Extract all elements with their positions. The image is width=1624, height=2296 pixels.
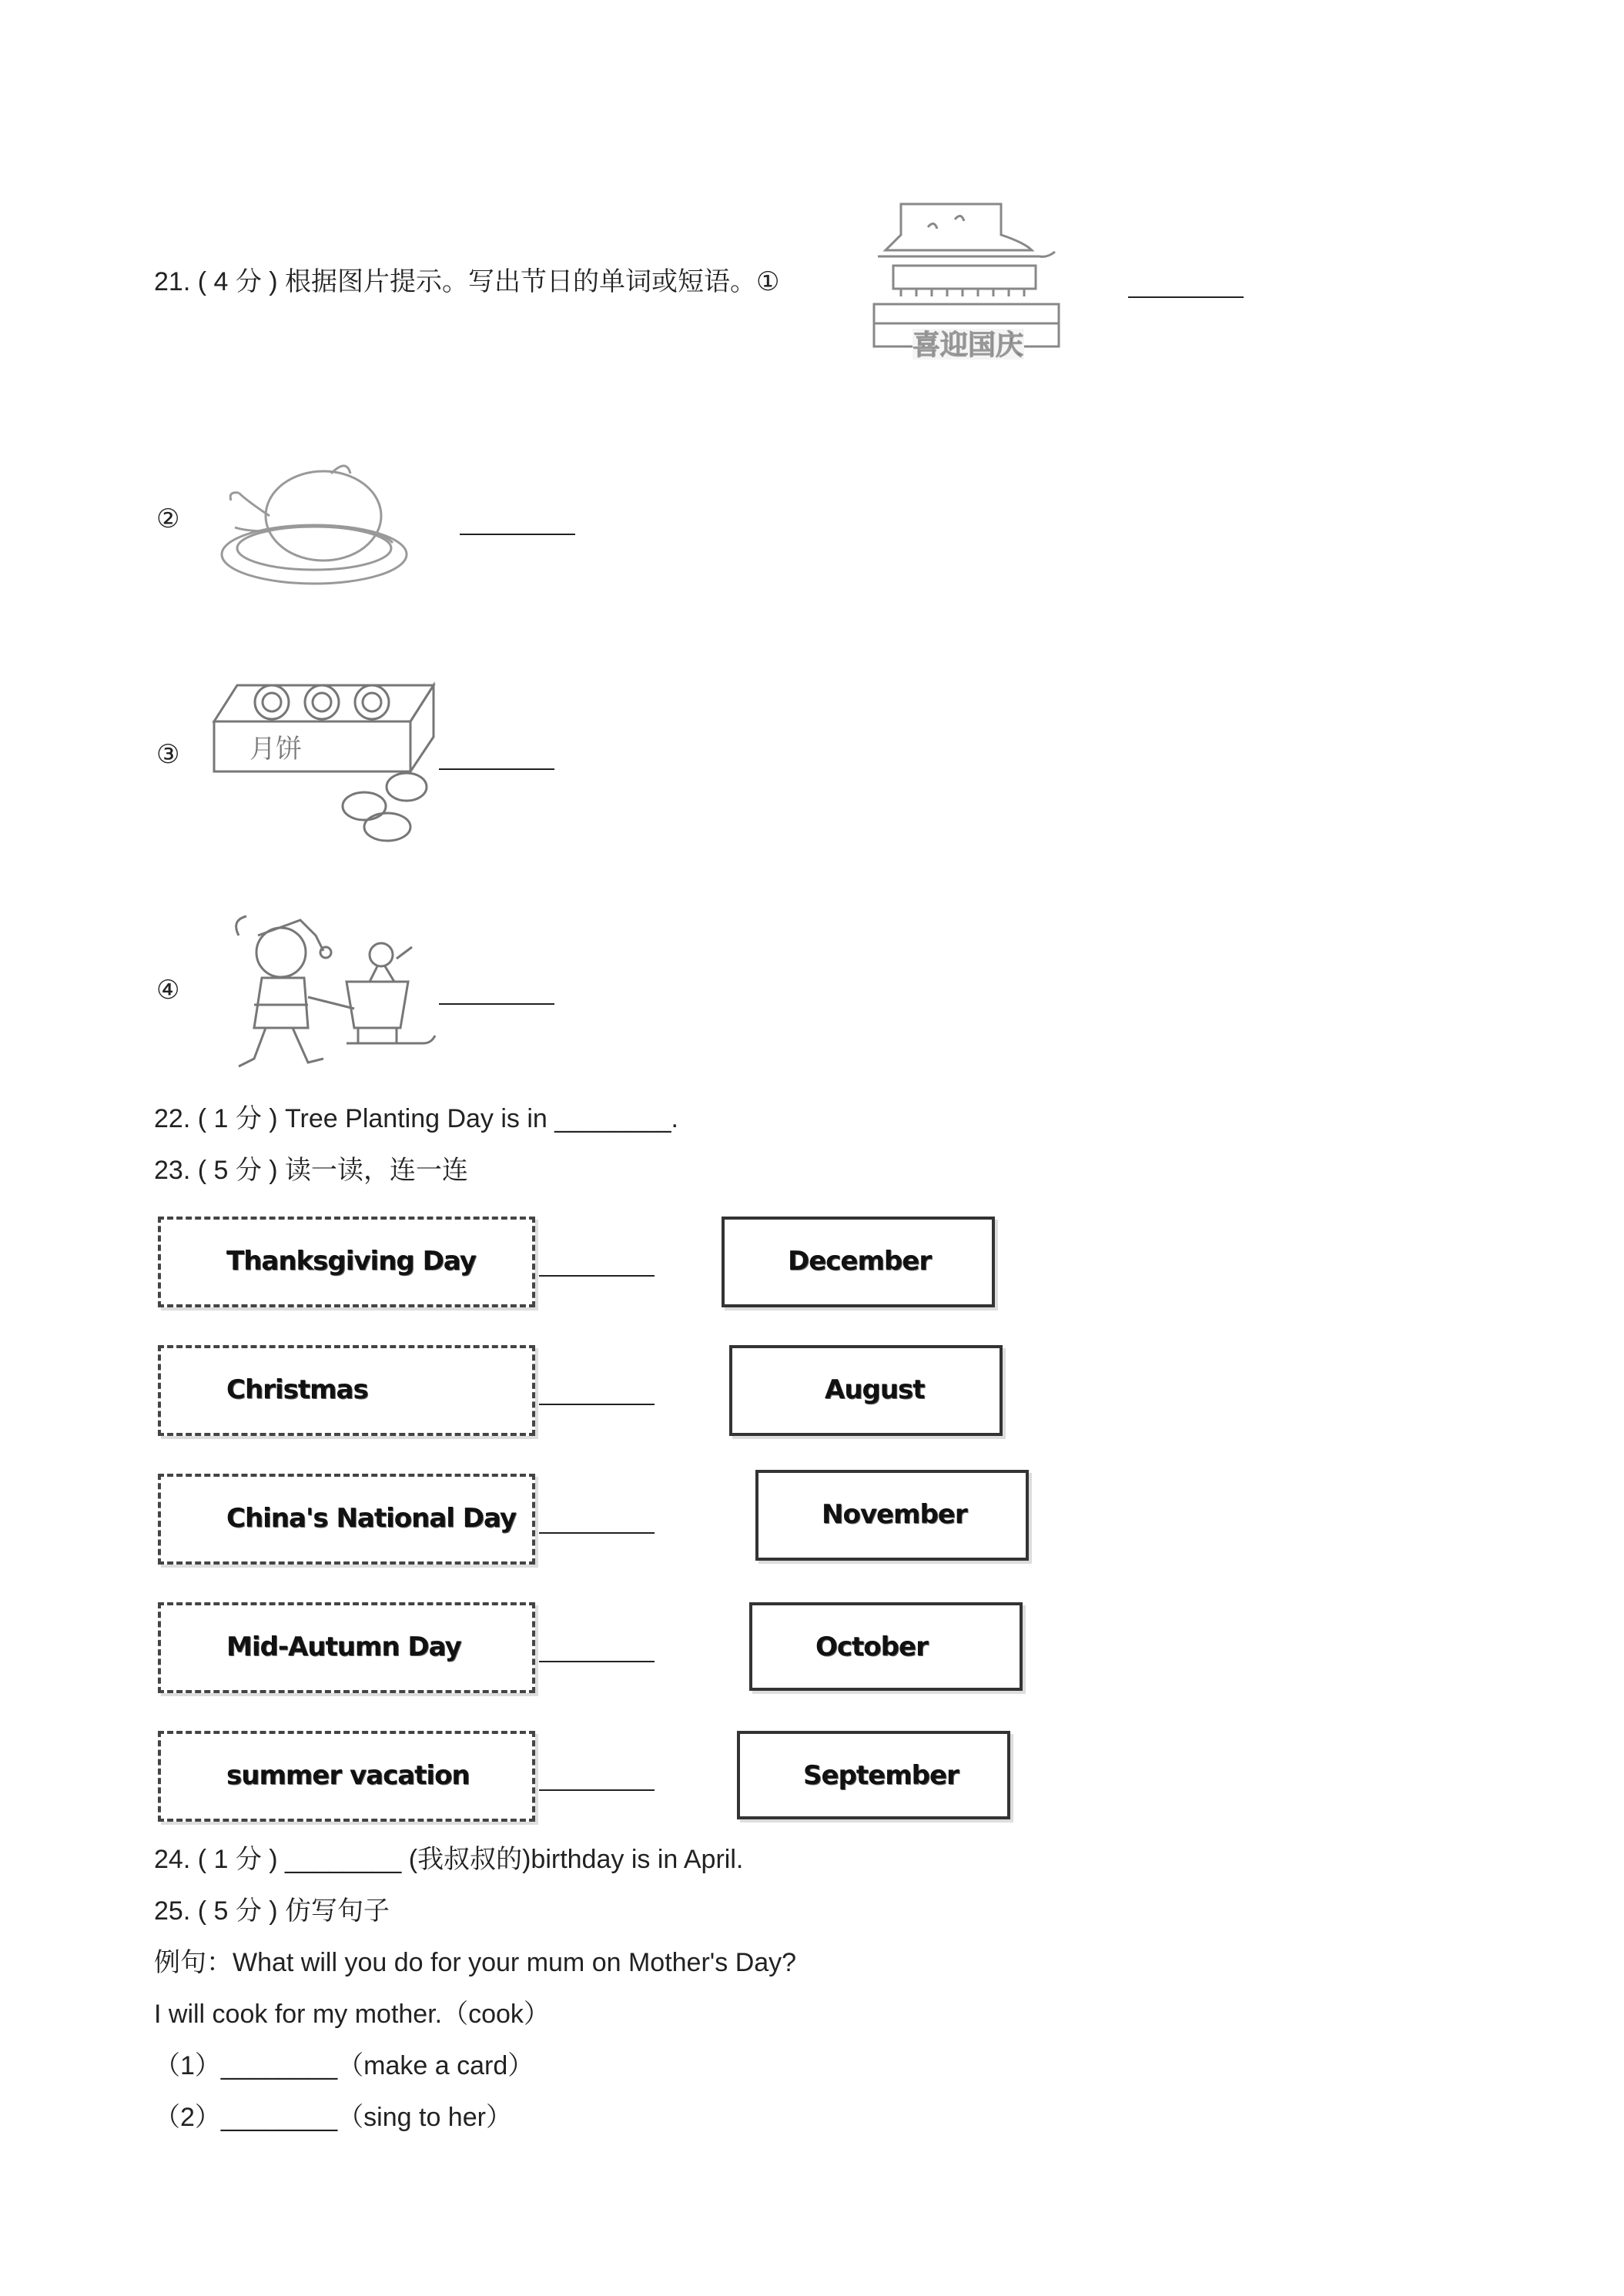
holiday-box[interactable] [158, 1345, 535, 1436]
q23-prompt: 23. ( 5 分 ) 读一读，连一连 [154, 1156, 469, 1185]
month-label: December [788, 1246, 932, 1277]
month-label: August [825, 1374, 925, 1405]
holiday-label: China's National Day [226, 1503, 517, 1534]
marker-2: ② [156, 504, 180, 534]
holiday-box[interactable] [158, 1217, 535, 1307]
month-box[interactable] [755, 1470, 1029, 1561]
month-box[interactable] [749, 1602, 1023, 1691]
q25-example: 例句：What will you do for your mum on Mother's Day? [154, 1948, 797, 1977]
marker-3: ③ [156, 740, 180, 769]
holiday-label: summer vacation [226, 1760, 470, 1791]
month-label: November [822, 1499, 967, 1530]
gate-banner-text: 喜迎国庆 [912, 330, 1024, 361]
match-blank-3[interactable] [539, 1532, 655, 1534]
q25-example-answer: I will cook for my mother.（cook） [154, 2000, 550, 2029]
month-box[interactable] [737, 1731, 1010, 1819]
q22-prompt: 22. ( 1 分 ) Tree Planting Day is in ________. [154, 1104, 678, 1133]
month-box[interactable] [729, 1345, 1003, 1436]
q25-item-2: （2）________（sing to her） [154, 2103, 512, 2132]
month-label: September [803, 1760, 959, 1791]
answer-blank-1[interactable] [1128, 296, 1244, 298]
mooncake-box-label: 月饼 [249, 734, 302, 765]
match-blank-5[interactable] [539, 1789, 655, 1791]
holiday-label: Mid-Autumn Day [226, 1632, 461, 1662]
month-box[interactable] [722, 1217, 995, 1307]
tiananmen-gate-image [870, 196, 1070, 385]
answer-blank-3[interactable] [439, 768, 554, 770]
month-label: October [815, 1632, 928, 1662]
match-blank-4[interactable] [539, 1661, 655, 1662]
q25-prompt: 25. ( 5 分 ) 仿写句子 [154, 1896, 390, 1926]
answer-blank-2[interactable] [460, 534, 575, 535]
holiday-label: Thanksgiving Day [226, 1246, 476, 1277]
roast-turkey-image [216, 447, 416, 589]
answer-blank-4[interactable] [439, 1003, 554, 1005]
holiday-box[interactable] [158, 1602, 535, 1693]
holiday-box[interactable] [158, 1474, 535, 1565]
holiday-box[interactable] [158, 1731, 535, 1822]
marker-4: ④ [156, 976, 180, 1005]
match-blank-1[interactable] [539, 1275, 655, 1277]
match-blank-2[interactable] [539, 1404, 655, 1405]
santa-sleigh-image [223, 905, 439, 1078]
mooncake-box-image [206, 679, 437, 856]
q24-prompt: 24. ( 1 分 ) ________ (我叔叔的)birthday is in April. [154, 1845, 744, 1874]
q21-prompt: 21. ( 4 分 ) 根据图片提示。写出节日的单词或短语。① [154, 267, 780, 296]
q25-item-1: （1）________（make a card） [154, 2051, 534, 2080]
holiday-label: Christmas [226, 1374, 368, 1405]
